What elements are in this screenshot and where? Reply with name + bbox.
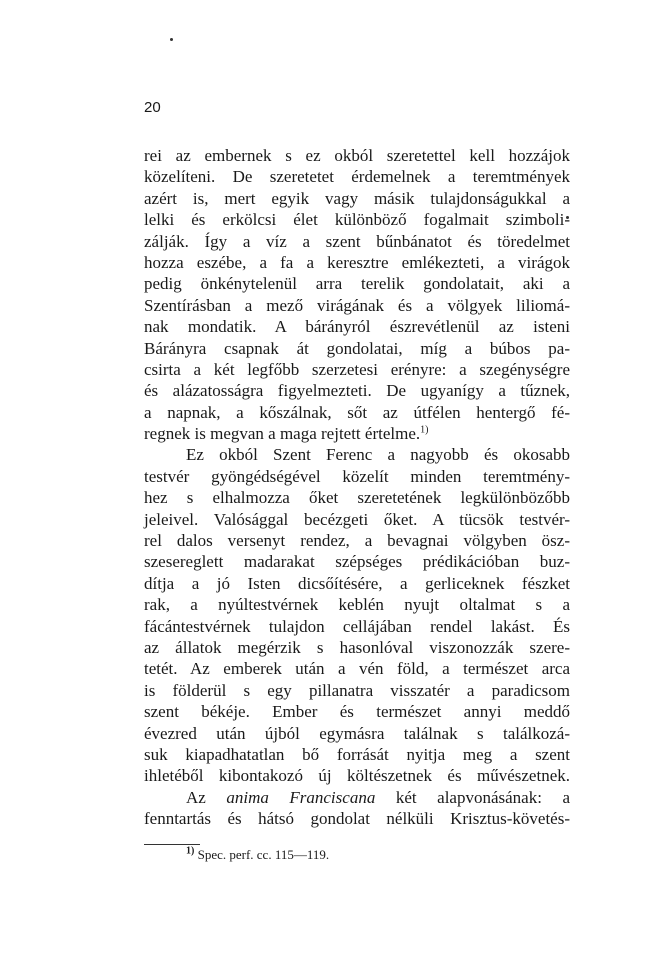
- text-line: tetét. Az emberek után a vén föld, a természet arca: [144, 659, 570, 679]
- text-line: csirta a két legfőbb szerzetesi erényre: a szegénységre: [144, 359, 570, 379]
- text-line: szesereglett madarakat szépséges prédikációban buz-: [144, 552, 570, 572]
- text-line: suk kiapadhatatlan bő forrását nyitja meg a szent: [144, 744, 570, 764]
- text-line: dítja a jó Isten dicsőítésére, a gerliceknek fészket: [144, 573, 570, 593]
- text-line: Szentírásban a mező virágának és a völgyek liliomá-: [144, 295, 570, 315]
- text-line: nak mondatik. A bárányról észrevétlenül az isteni: [144, 317, 570, 337]
- text-line: [144, 787, 570, 808]
- text-line: ihletéből kibontakozó új költészetnek és művészetnek.: [144, 766, 570, 786]
- text-line: is földerül s egy pillanatra visszatér a paradicsom: [144, 680, 570, 700]
- text-line: Bárányra csapnak át gondolatai, míg a búbos pa-: [144, 338, 570, 358]
- text-segment: Az: [186, 787, 206, 807]
- text-line: jeleivel. Valósággal becézgeti őket. A tücsök testvér-: [144, 509, 570, 529]
- text-line: Ez okból Szent Ferenc a nagyobb és okosabb: [186, 445, 570, 465]
- text-line: azért is, mert egyik vagy másik tulajdonságukkal a: [144, 188, 570, 208]
- page-number: 20: [144, 99, 161, 116]
- text-line: rel dalos versenyt rendez, a bevagnai völgyben ösz-: [144, 531, 570, 551]
- text-segment: két alapvonásának: a: [395, 787, 571, 807]
- text-line: testvér gyöngédségével közelít minden teremtmény-: [144, 466, 570, 486]
- text-line: fenntartás és hátsó gondolat nélküli Krisztus-követés-: [144, 809, 570, 829]
- text-line: a napnak, a kőszálnak, sőt az útfélen hentergő fé-: [144, 402, 570, 422]
- body-text: [144, 145, 570, 830]
- footnote-mark: 1): [186, 845, 195, 857]
- text-line: közelíteni. De szeretetet érdemelnek a teremtmények: [144, 167, 570, 187]
- text-line: fácántestvérnek tulajdon cellájában rendel lakást. És: [144, 616, 570, 636]
- italic-phrase: anima Franciscana: [226, 787, 376, 807]
- text-line: lelki és erkölcsi élet különböző fogalmait szimboli-: [144, 210, 570, 230]
- text-line: [144, 423, 570, 444]
- footnote: [186, 847, 329, 863]
- text-segment: regnek is megvan a maga rejtett értelme.: [144, 424, 421, 444]
- text-line: hozza eszébe, a fa a keresztre emlékezteti, a virágok: [144, 252, 570, 272]
- text-line: pedig önkénytelenül arra terelik gondolatait, aki a: [144, 274, 570, 294]
- text-line: és alázatosságra figyelmezteti. De ugyanígy a tűznek,: [144, 381, 570, 401]
- scan-speck: [170, 38, 173, 41]
- text-line: az állatok megérzik s hasonlóval viszonozzák szere-: [144, 637, 570, 657]
- footnote-text: Spec. perf. cc. 115—119.: [197, 847, 330, 862]
- text-line: zálják. Így a víz a szent bűnbánatot és töredelmet: [144, 231, 570, 251]
- text-line: hez s elhalmozza őket szeretetének legkülönbözőbb: [144, 488, 570, 508]
- text-line: évezred után újból egymásra találnak s találkozá-: [144, 723, 570, 743]
- text-line: rei az embernek s ez okból szeretettel kell hozzájok: [144, 146, 570, 165]
- text-line: rak, a nyúltestvérnek keblén nyujt oltalmat s a: [144, 595, 570, 615]
- footnote-reference: 1): [420, 424, 429, 436]
- text-line: szent békéje. Ember és természet annyi meddő: [144, 702, 570, 722]
